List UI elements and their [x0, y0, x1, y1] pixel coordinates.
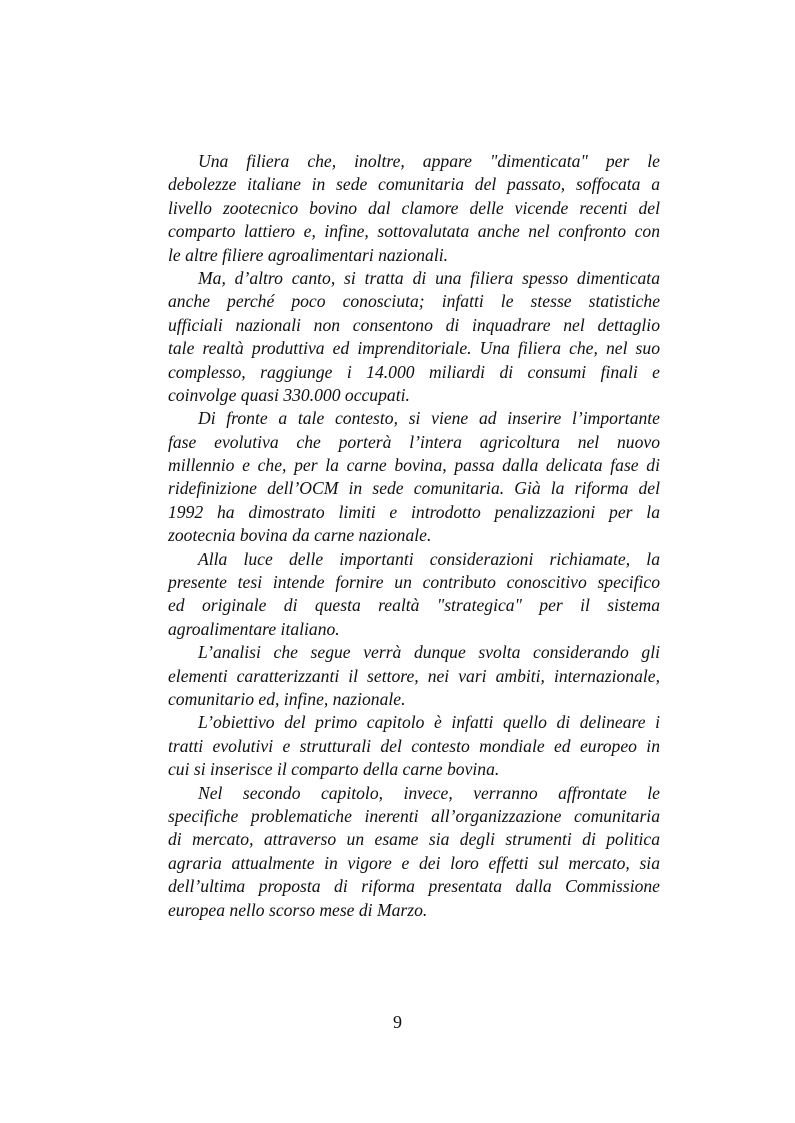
text-line: dell’ultima proposta di riforma presentata dalla Commissione: [168, 876, 660, 897]
text-line: ufficiali nazionali non consentono di inquadrare nel dettaglio: [168, 314, 660, 335]
text-line: fase evolutiva che porterà l’intera agricoltura nel nuovo: [168, 431, 660, 452]
text-line: tratti evolutivi e strutturali del contesto mondiale ed europeo in: [168, 735, 660, 756]
text-line: Nel secondo capitolo, invece, verranno affrontate le: [198, 782, 660, 803]
text-line: di mercato, attraverso un esame sia degli strumenti di politica: [168, 829, 660, 850]
paragraph: [168, 150, 660, 267]
text-line: Alla luce delle importanti considerazioni richiamate, la: [198, 548, 660, 569]
text-line: agraria attualmente in vigore e dei loro effetti sul mercato, sia: [168, 852, 660, 873]
text-line: livello zootecnico bovino dal clamore delle vicende recenti del: [168, 197, 660, 218]
text-line: anche perché poco conosciuta; infatti le stesse statistiche: [168, 291, 660, 312]
paragraph: [168, 782, 660, 922]
text-line: millennio e che, per la carne bovina, passa dalla delicata fase di: [168, 455, 660, 476]
paragraph: [168, 711, 660, 781]
text-line: comparto lattiero e, infine, sottovalutata anche nel confronto con: [168, 221, 660, 242]
text-line: Ma, d’altro canto, si tratta di una filiera spesso dimenticata: [198, 267, 660, 288]
text-line: presente tesi intende fornire un contributo conoscitivo specifico: [168, 572, 660, 593]
text-line: europea nello scorso mese di Marzo.: [168, 899, 428, 920]
page-number: 9: [393, 1012, 402, 1032]
text-line: ridefinizione dell’OCM in sede comunitaria. Già la riforma del: [168, 478, 660, 499]
text-line: cui si inserisce il comparto della carne bovina.: [168, 759, 500, 780]
paragraph: [168, 267, 660, 407]
text-line: elementi caratterizzanti il settore, nei vari ambiti, internazionale,: [168, 665, 660, 686]
text-line: zootecnia bovina da carne nazionale.: [168, 525, 432, 546]
body-text: [168, 150, 660, 922]
text-line: comunitario ed, infine, nazionale.: [168, 688, 406, 709]
text-line: L’obiettivo del primo capitolo è infatti quello di delineare i: [198, 712, 660, 733]
text-line: ed originale di questa realtà "strategica" per il sistema: [168, 595, 660, 616]
text-line: le altre filiere agroalimentari nazionali.: [168, 244, 449, 265]
text-line: complesso, raggiunge i 14.000 miliardi di consumi finali e: [168, 361, 660, 382]
paragraph: [168, 407, 660, 547]
text-line: tale realtà produttiva ed imprenditoriale. Una filiera che, nel suo: [168, 338, 660, 359]
text-line: specifiche problematiche inerenti all’organizzazione comunitaria: [168, 805, 660, 826]
text-line: Di fronte a tale contesto, si viene ad inserire l’importante: [198, 408, 660, 429]
text-line: Una filiera che, inoltre, appare "dimenticata" per le: [198, 151, 660, 171]
text-line: agroalimentare italiano.: [168, 618, 340, 639]
text-line: L’analisi che segue verrà dunque svolta considerando gli: [198, 642, 660, 663]
text-line: 1992 ha dimostrato limiti e introdotto penalizzazioni per la: [168, 501, 660, 522]
text-line: coinvolge quasi 330.000 occupati.: [168, 384, 410, 405]
text-line: debolezze italiane in sede comunitaria del passato, soffocata a: [168, 174, 660, 195]
paragraph: [168, 548, 660, 642]
paragraph: [168, 641, 660, 711]
